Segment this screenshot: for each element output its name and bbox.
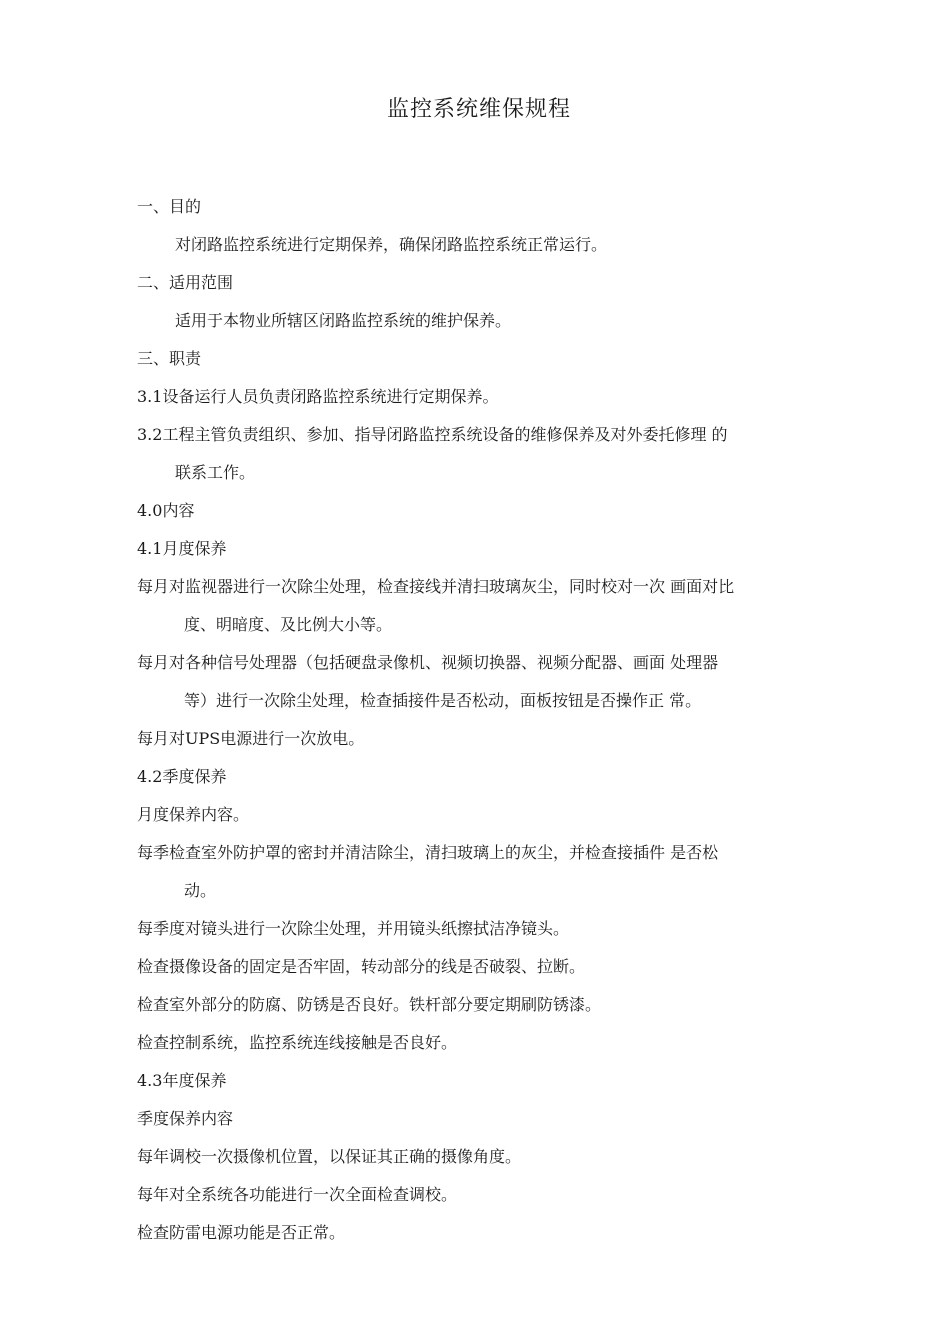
paragraph-scope: 适用于本物业所辖区闭路监控系统的维护保养。 — [175, 311, 512, 330]
section-heading-responsibilities: 三、职责 — [137, 349, 202, 368]
list-item-quarterly-4: 检查摄像设备的固定是否牢固，转动部分的线是否破裂、拉断。 — [137, 957, 586, 976]
paragraph-3-2: 3.2工程主管负责组织、参加、指导闭路监控系统设备的维修保养及对外委托修理 的 — [137, 425, 728, 444]
list-item-quarterly-3: 每季度对镜头进行一次除尘处理，并用镜头纸擦拭洁净镜头。 — [137, 919, 570, 938]
list-item-monthly-1-continued: 度、明暗度、及比例大小等。 — [184, 615, 393, 634]
paragraph-3-2-continued: 联系工作。 — [175, 463, 256, 482]
section-heading-scope: 二、适用范围 — [137, 273, 234, 292]
subheading-quarterly: 4.2季度保养 — [137, 767, 227, 786]
list-item-quarterly-5: 检查室外部分的防腐、防锈是否良好。铁杆部分要定期刷防锈漆。 — [137, 995, 602, 1014]
paragraph-3-1: 3.1设备运行人员负责闭路监控系统进行定期保养。 — [137, 387, 499, 406]
list-item-monthly-2-continued: 等）进行一次除尘处理，检查插接件是否松动，面板按钮是否操作正 常。 — [184, 691, 702, 710]
subheading-annual: 4.3年度保养 — [137, 1071, 227, 1090]
list-item-monthly-2: 每月对各种信号处理器（包括硬盘录像机、视频切换器、视频分配器、画面 处理器 — [137, 653, 719, 672]
list-item-monthly-1: 每月对监视器进行一次除尘处理，检查接线并清扫玻璃灰尘，同时校对一次 画面对比 — [137, 577, 735, 596]
list-item-annual-3: 每年对全系统各功能进行一次全面检查调校。 — [137, 1185, 458, 1204]
list-item-quarterly-1: 月度保养内容。 — [137, 805, 250, 824]
paragraph-purpose: 对闭路监控系统进行定期保养，确保闭路监控系统正常运行。 — [175, 235, 608, 254]
list-item-quarterly-6: 检查控制系统，监控系统连线接触是否良好。 — [137, 1033, 458, 1052]
document-body — [137, 188, 827, 1252]
list-item-annual-4: 检查防雷电源功能是否正常。 — [137, 1223, 346, 1242]
page-title: 监控系统维保规程 — [386, 97, 571, 122]
list-item-annual-2: 每年调校一次摄像机位置，以保证其正确的摄像角度。 — [137, 1147, 522, 1166]
list-item-monthly-3: 每月对UPS电源进行一次放电。 — [137, 729, 365, 748]
section-heading-content: 4.0内容 — [137, 501, 195, 520]
subheading-monthly: 4.1月度保养 — [137, 539, 227, 558]
section-heading-purpose: 一、目的 — [137, 197, 202, 216]
list-item-annual-1: 季度保养内容 — [137, 1109, 234, 1128]
list-item-quarterly-2-continued: 动。 — [184, 881, 217, 900]
list-item-quarterly-2: 每季检查室外防护罩的密封并清洁除尘，清扫玻璃上的灰尘，并检查接插件 是否松 — [137, 843, 719, 862]
